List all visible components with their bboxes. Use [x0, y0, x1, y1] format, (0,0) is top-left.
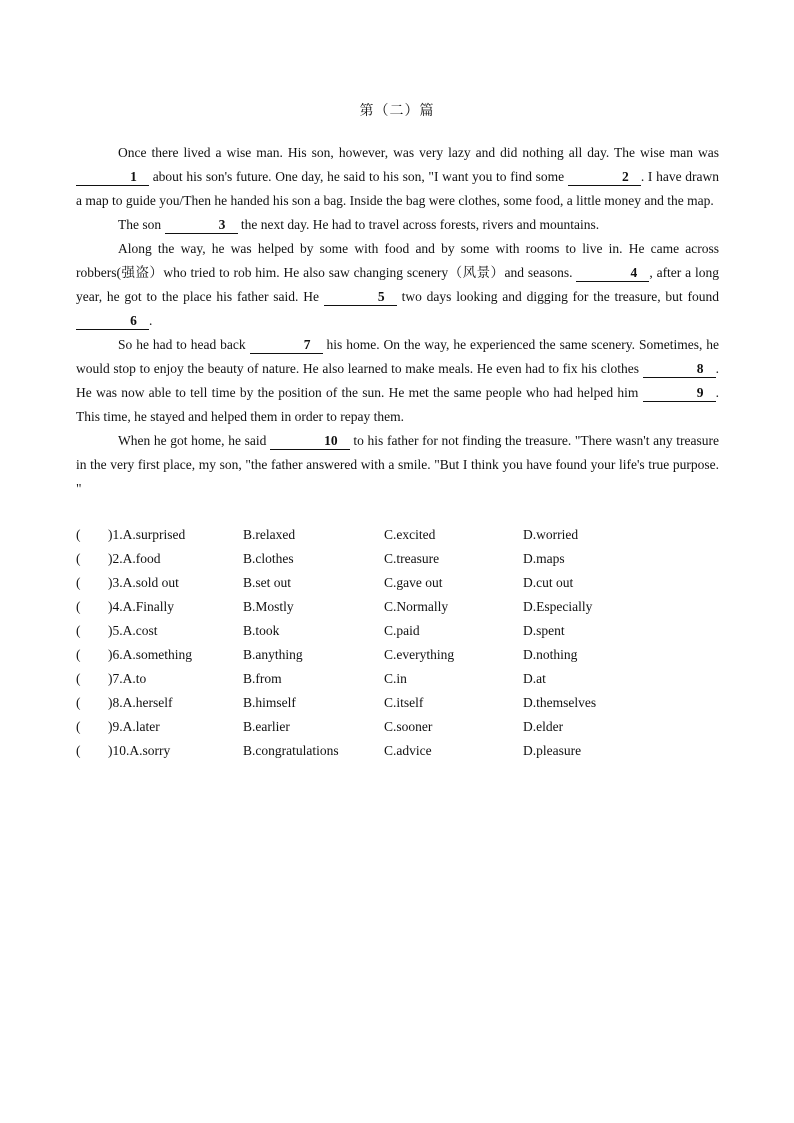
answer-paren[interactable]: (: [76, 695, 81, 710]
option-d: D.nothing: [523, 647, 578, 662]
paragraph: [76, 429, 719, 501]
passage-title: 第（二）篇: [359, 104, 435, 119]
paragraph-text: Once there lived a wise man. His son, however, was very lazy and did nothing all day. The wise man was: [118, 145, 719, 160]
question-row: [76, 595, 719, 619]
option-c: C.gave out: [384, 575, 443, 590]
paragraph-text: two days looking and digging for the treasure, but found: [396, 289, 719, 304]
question-row: [76, 643, 719, 667]
option-b: B.clothes: [243, 551, 294, 566]
paragraph-text: .: [149, 313, 153, 328]
option-b: B.from: [243, 671, 282, 686]
option-a: )9.A.later: [108, 719, 160, 734]
question-row: [76, 691, 719, 715]
option-a: )1.A.surprised: [108, 527, 186, 542]
answer-paren[interactable]: (: [76, 671, 81, 686]
blank-number: 3: [208, 217, 236, 232]
blank-number: 6: [120, 313, 147, 328]
option-b: B.took: [243, 623, 280, 638]
option-a: )5.A.cost: [108, 623, 158, 638]
paragraph-text: to his father for not finding the treasure. "There wasn't any treasure in the very first place, my son, "the father answered with a smile. "But I think you have found your life's true purpose. ": [76, 433, 719, 496]
option-d: D.cut out: [523, 575, 574, 590]
passage-body: [76, 141, 719, 501]
option-c: C.treasure: [384, 551, 440, 566]
option-a: )8.A.herself: [108, 695, 173, 710]
question-row: [76, 523, 719, 547]
option-d: D.maps: [523, 551, 565, 566]
option-a: )7.A.to: [108, 671, 147, 686]
option-d: D.at: [523, 671, 546, 686]
paragraph-text: about his son's future. One day, he said to his son, "I want you to find some: [149, 169, 568, 184]
answer-blank[interactable]: [576, 264, 649, 282]
option-b: B.congratulations: [243, 743, 339, 758]
paragraph: [76, 213, 719, 237]
answer-blank[interactable]: [324, 288, 397, 306]
option-c: C.everything: [384, 647, 455, 662]
paragraph: [76, 237, 719, 333]
paragraph-text: . I have drawn a map to guide you/Then he handed his son a bag. Inside the bag were clothes, some food, a little money and the map.: [76, 169, 719, 208]
blank-number: 8: [686, 361, 714, 376]
option-a: )10.A.sorry: [108, 743, 171, 758]
paragraph-text: . He was now able to tell time by the position of the sun. He met the same people who had helped him: [76, 361, 719, 400]
answer-paren[interactable]: (: [76, 743, 81, 758]
option-d: D.themselves: [523, 695, 597, 710]
option-c: C.advice: [384, 743, 432, 758]
answer-paren[interactable]: (: [76, 647, 81, 662]
answer-blank[interactable]: [76, 312, 149, 330]
question-row: [76, 739, 719, 763]
question-row: [76, 619, 719, 643]
paragraph-text: , after a long year, he got to the place his father said. He: [76, 265, 719, 304]
blank-number: 9: [686, 385, 714, 400]
question-options: [76, 523, 719, 763]
option-b: B.earlier: [243, 719, 290, 734]
paragraph-text: . This time, he stayed and helped them in order to repay them.: [76, 385, 719, 424]
answer-blank[interactable]: [76, 168, 149, 186]
answer-blank[interactable]: [250, 336, 323, 354]
paragraph-text: his home. On the way, he experienced the same scenery. Sometimes, he would stop to enjoy the beauty of nature. He also learned to make meals. He even had to fix his clothes: [76, 337, 720, 376]
option-c: C.paid: [384, 623, 420, 638]
answer-blank[interactable]: [643, 360, 716, 378]
option-b: B.himself: [243, 695, 296, 710]
paragraph: [76, 333, 719, 429]
question-row: [76, 667, 719, 691]
blank-number: 2: [611, 169, 639, 184]
option-c: C.excited: [384, 527, 436, 542]
answer-paren[interactable]: (: [76, 599, 81, 614]
question-row: [76, 571, 719, 595]
option-a: )4.A.Finally: [108, 599, 174, 614]
option-d: D.Especially: [523, 599, 593, 614]
answer-paren[interactable]: (: [76, 551, 81, 566]
option-b: B.anything: [243, 647, 303, 662]
answer-blank[interactable]: [165, 216, 238, 234]
option-a: )2.A.food: [108, 551, 161, 566]
option-b: B.Mostly: [243, 599, 294, 614]
option-a: )6.A.something: [108, 647, 192, 662]
question-row: [76, 547, 719, 571]
option-b: B.set out: [243, 575, 292, 590]
paragraph-text: the next day. He had to travel across forests, rivers and mountains.: [237, 217, 600, 232]
option-d: D.pleasure: [523, 743, 582, 758]
blank-number: 10: [314, 433, 348, 448]
answer-paren[interactable]: (: [76, 719, 81, 734]
option-c: C.sooner: [384, 719, 433, 734]
option-c: C.in: [384, 671, 407, 686]
answer-blank[interactable]: [568, 168, 641, 186]
blank-number: 7: [293, 337, 321, 352]
option-c: C.Normally: [384, 599, 449, 614]
option-d: D.spent: [523, 623, 565, 638]
answer-blank[interactable]: [270, 432, 350, 450]
paragraph-text: When he got home, he said: [118, 433, 270, 448]
paragraph-text: The son: [118, 217, 165, 232]
paragraph: [76, 141, 719, 213]
answer-paren[interactable]: (: [76, 575, 81, 590]
answer-paren[interactable]: (: [76, 623, 81, 638]
paragraph-text: Along the way, he was helped by some with food and by some with rooms to live in. He came across robbers(强盗）who tried to rob him. He also saw changing scenery（风景）and seasons.: [76, 241, 719, 280]
option-d: D.worried: [523, 527, 579, 542]
question-row: [76, 715, 719, 739]
answer-paren[interactable]: (: [76, 527, 81, 542]
option-b: B.relaxed: [243, 527, 296, 542]
blank-number: 4: [620, 265, 648, 280]
answer-blank[interactable]: [643, 384, 716, 402]
blank-number: 5: [367, 289, 395, 304]
blank-number: 1: [120, 169, 147, 184]
paragraph-text: So he had to head back: [118, 337, 250, 352]
option-c: C.itself: [384, 695, 424, 710]
option-a: )3.A.sold out: [108, 575, 179, 590]
option-d: D.elder: [523, 719, 564, 734]
